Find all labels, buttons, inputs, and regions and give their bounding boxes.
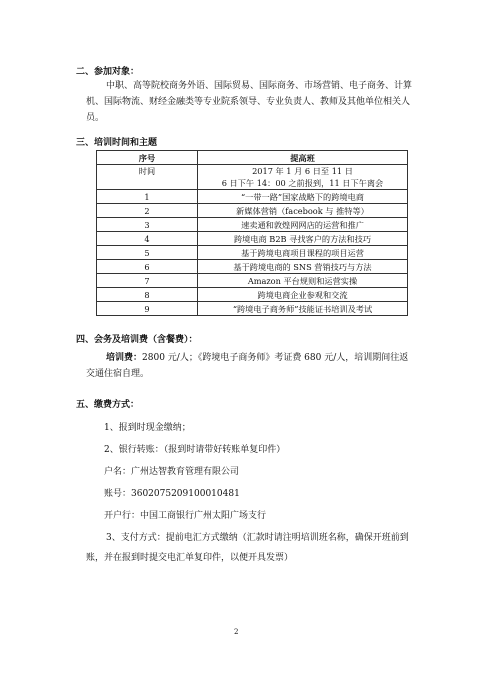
row-number: 9: [97, 302, 198, 316]
row-topic: 跨境电商 B2B 寻找客户的方法和技巧: [198, 232, 408, 246]
bank-name: 开户行：中国工商银行广州太阳广场支行: [104, 511, 267, 521]
time-cell: [198, 165, 408, 190]
row-number: 7: [97, 274, 198, 288]
row-number: 1: [97, 190, 198, 204]
row-topic: Amazon 平台规则和运营实操: [198, 274, 408, 288]
row-number: 5: [97, 246, 198, 260]
table-row: [97, 260, 408, 274]
col-header-no: 序号: [97, 151, 198, 165]
table-row: [97, 288, 408, 302]
section-4-heading: 四、会务及培训费（含餐费）：: [76, 335, 198, 345]
table-row: [97, 204, 408, 218]
section-3-heading: 三、培训时间和主题: [76, 138, 158, 148]
training-schedule-table: [96, 150, 408, 316]
row-number: 6: [97, 260, 198, 274]
fee-body: 2800 元/人；《跨境电子商务师》考证费 680 元/人，培训期间往返交通住宿自理。: [86, 353, 409, 379]
section-2-heading: 二、参加对象：: [76, 67, 140, 77]
row-number: 2: [97, 204, 198, 218]
table-row: [97, 302, 408, 316]
time-line-1: 2017 年 1 月 6 日至 11 日: [252, 166, 353, 176]
row-topic: 跨境电商企业参观和交流: [198, 288, 408, 302]
col-header-class: 提高班: [198, 151, 408, 165]
row-number: 3: [97, 218, 198, 232]
table-row: [97, 218, 408, 232]
payment-item-3: 3、支付方式：提前电汇方式缴纳（汇款时请注明培训班名称，确保开班前到账，并在报到时提交电汇单复印件，以便开具发票）: [86, 533, 409, 563]
time-line-2: 6 日下午 14：00 之前报到，11 日下午离会: [221, 178, 384, 188]
payment-item-1: 1、报到时现金缴纳；: [104, 423, 191, 433]
table-row: [97, 274, 408, 288]
time-row: [97, 165, 408, 190]
fee-label: 培训费：: [106, 353, 143, 363]
table-row: [97, 246, 408, 260]
page-number: 2: [234, 628, 239, 636]
row-topic: 速卖通和敦煌网网店的运营和推广: [198, 218, 408, 232]
payment-item-2: 2、银行转账：（报到时请带好转账单复印件）: [104, 445, 286, 455]
row-topic: 新媒体营销（facebook 与 推特等）: [198, 204, 408, 218]
section-2-body: 中职、高等院校商务外语、国际贸易、国际商务、市场营销、电子商务、计算机、国际物流、财经金融类等专业院系领导、专业负责人、教师及其他单位相关人员。: [86, 81, 413, 123]
row-topic: 基于跨境电商的 SNS 营销技巧与方法: [198, 260, 408, 274]
row-topic: 基于跨境电商项目课程的项目运营: [198, 246, 408, 260]
table-row: [97, 232, 408, 246]
table-header-row: [97, 151, 408, 165]
row-number: 8: [97, 288, 198, 302]
row-topic: “跨境电子商务师”技能证书培训及考试: [198, 302, 408, 316]
row-topic: “一带一路”国家战略下的跨境电商: [198, 190, 408, 204]
section-5-heading: 五、缴费方式：: [76, 400, 140, 410]
section-4-fee: [86, 350, 416, 382]
row-number: 4: [97, 232, 198, 246]
account-number: 账号：3602075209100010481: [104, 489, 240, 499]
table-row: [97, 190, 408, 204]
time-label: 时间: [97, 165, 198, 190]
account-name: 户名：广州达智教育管理有限公司: [104, 467, 240, 477]
